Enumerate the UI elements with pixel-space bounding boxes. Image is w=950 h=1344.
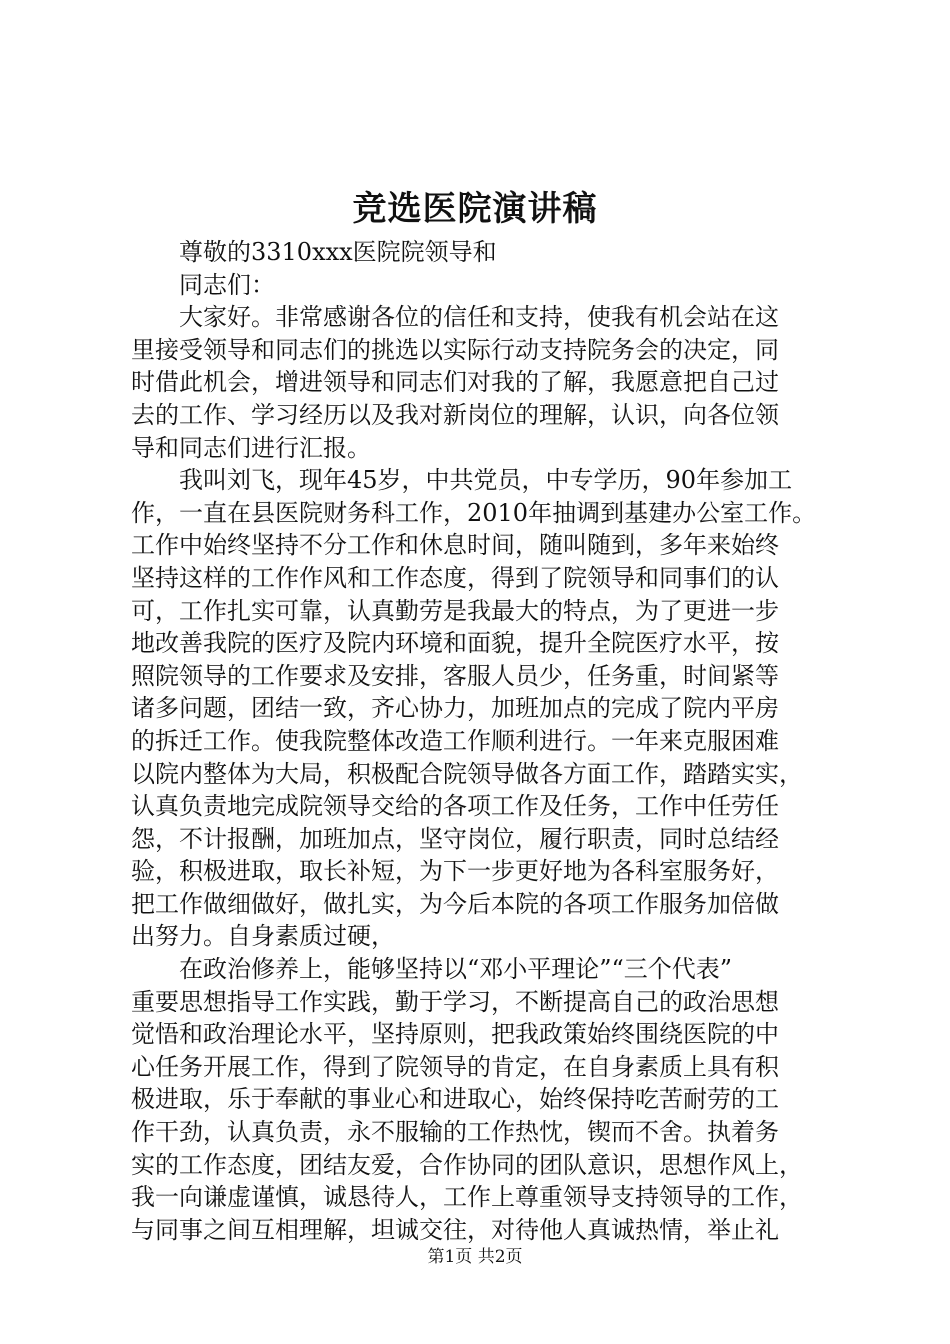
text-line: 我叫刘飞，现年45岁，中共党员，中专学历，90年参加工 — [179, 466, 793, 495]
text-line: 同志们： — [179, 270, 275, 299]
text-line: 工作中始终坚持不分工作和休息时间，随叫随到，多年来始终 — [131, 531, 779, 560]
text-line: 诸多问题，团结一致，齐心协力，加班加点的完成了院内平房 — [131, 694, 779, 723]
text-line: 去的工作、学习经历以及我对新岗位的理解，认识，向各位领 — [131, 400, 779, 429]
text-line: 作干劲，认真负责，永不服输的工作热忱，锲而不舍。执着务 — [131, 1118, 779, 1147]
text-line: 觉悟和政治理论水平，坚持原则，把我政策始终围绕医院的中 — [131, 1020, 779, 1049]
text-line: 重要思想指导工作实践，勤于学习，不断提高自己的政治思想 — [131, 987, 779, 1016]
text-line: 照院领导的工作要求及安排，客服人员少，任务重，时间紧等 — [131, 661, 779, 690]
text-line: 出努力。自身素质过硬， — [131, 922, 395, 951]
text-line: 把工作做细做好，做扎实，为今后本院的各项工作服务加倍做 — [131, 889, 779, 918]
page-footer: 第1页 共2页 — [427, 1247, 523, 1267]
text-line: 怨，不计报酬，加班加点，坚守岗位，履行职责，同时总结经 — [131, 824, 779, 853]
text-line: 尊敬的3310xxx医院院领导和 — [179, 238, 497, 266]
text-line: 极进取，乐于奉献的事业心和进取心，始终保持吃苦耐劳的工 — [131, 1085, 779, 1114]
text-line: 与同事之间互相理解，坦诚交往，对待他人真诚热情，举止礼 — [131, 1215, 779, 1244]
text-line: 认真负责地完成院领导交给的各项工作及任务，工作中任劳任 — [131, 792, 779, 821]
text-line: 大家好。非常感谢各位的信任和支持，使我有机会站在这 — [179, 303, 779, 332]
text-line: 里接受领导和同志们的挑选以实际行动支持院务会的决定，同 — [131, 335, 779, 364]
text-line: 的拆迁工作。使我院整体改造工作顺利进行。一年来克服困难 — [131, 726, 779, 755]
text-line: 坚持这样的工作作风和工作态度，得到了院领导和同事们的认 — [131, 563, 779, 592]
document-body — [131, 236, 831, 1246]
text-line: 作，一直在县医院财务科工作，2010年抽调到基建办公室工作。 — [131, 498, 817, 527]
text-line: 我一向谦虚谨慎，诚恳待人，工作上尊重领导支持领导的工作， — [131, 1183, 803, 1212]
text-line: 以院内整体为大局，积极配合院领导做各方面工作，踏踏实实， — [131, 759, 803, 788]
text-line: 验，积极进取，取长补短，为下一步更好地为各科室服务好， — [131, 857, 779, 886]
document-title: 竞选医院演讲稿 — [352, 189, 598, 229]
text-line: 地改善我院的医疗及院内环境和面貌，提升全院医疗水平，按 — [131, 629, 779, 658]
text-line: 导和同志们进行汇报。 — [131, 433, 371, 462]
text-line: 可，工作扎实可靠，认真勤劳是我最大的特点，为了更进一步 — [131, 596, 779, 625]
text-line: 在政治修养上，能够坚持以“邓小平理论”“三个代表” — [179, 955, 733, 984]
text-line: 实的工作态度，团结友爱，合作协同的团队意识，思想作风上， — [131, 1150, 803, 1179]
text-line: 心任务开展工作，得到了院领导的肯定，在自身素质上具有积 — [131, 1052, 779, 1081]
text-line: 时借此机会，增进领导和同志们对我的了解，我愿意把自己过 — [131, 368, 779, 397]
